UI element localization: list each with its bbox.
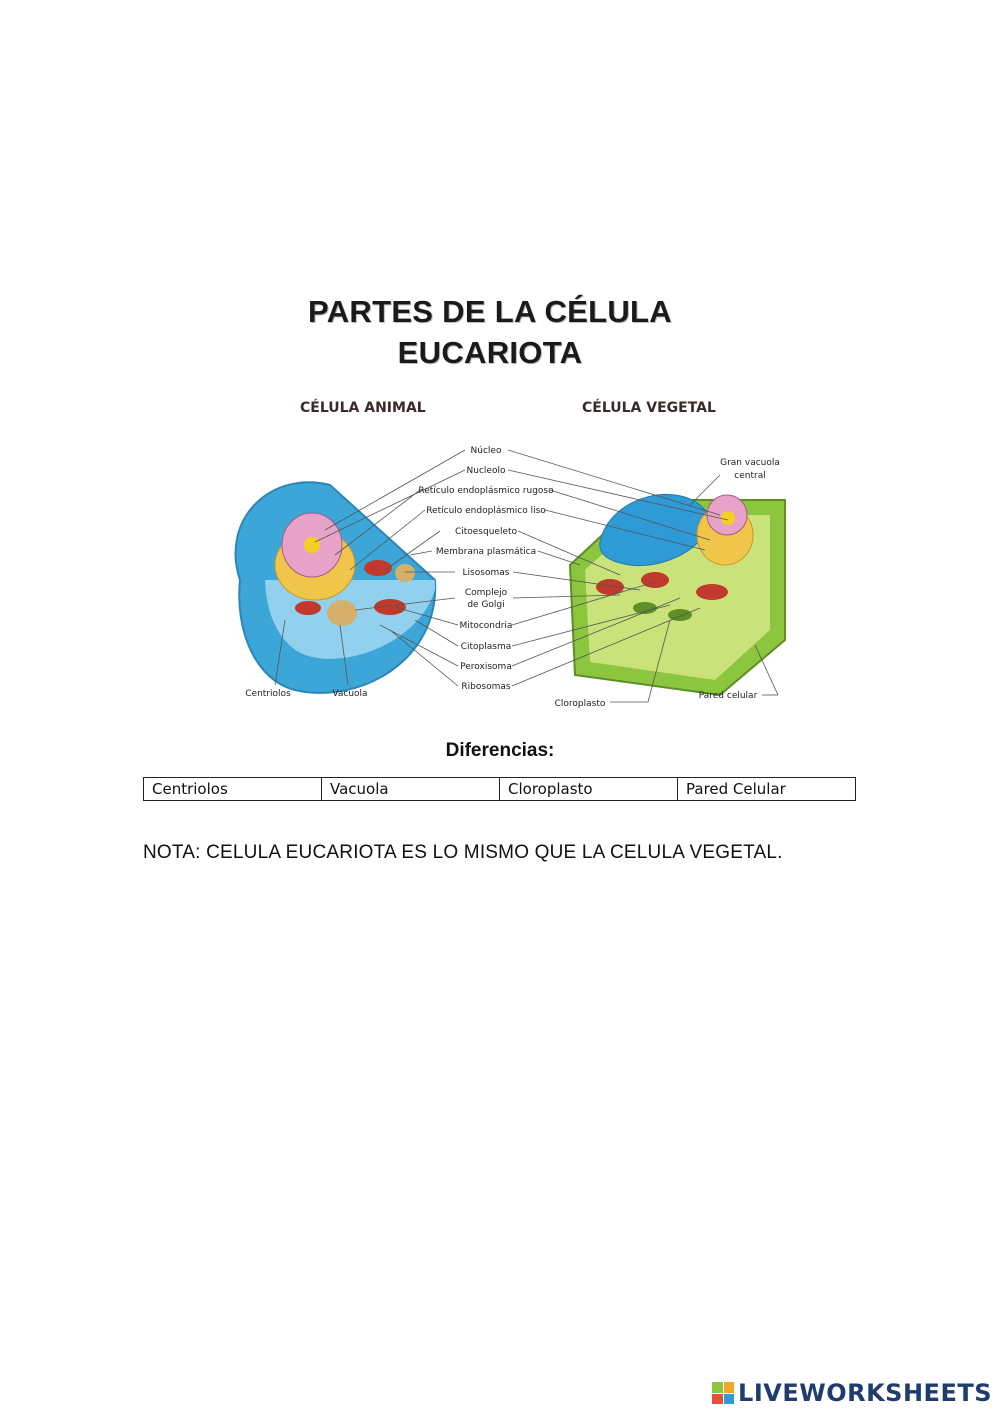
label-central-vacuole-line1: Gran vacuola [720, 458, 780, 468]
label-cytoplasm: Citoplasma [460, 642, 512, 652]
label-smooth-er: Retículo endoplásmico liso [426, 506, 546, 516]
label-lysosomes: Lisosomas [462, 568, 510, 578]
label-animal-vacuole: Vacuola [332, 689, 368, 699]
label-golgi-line2: de Golgi [467, 600, 505, 610]
label-peroxisome: Peroxisoma [460, 662, 512, 672]
page-title-line2: EUCARIOTA [397, 335, 583, 370]
label-plasma-membrane: Membrana plasmática [435, 547, 537, 557]
brand-name: LIVEWORKSHEETS [738, 1379, 992, 1407]
label-central-vacuole-line2: central [734, 471, 766, 481]
table-row [144, 778, 856, 801]
label-cytoskeleton: Citoesqueleto [454, 527, 518, 537]
brand-logo[interactable] [712, 1379, 992, 1407]
label-ribosomes: Ribosomas [461, 682, 511, 692]
label-centrioles: Centriolos [245, 689, 291, 699]
difference-cell: Pared Celular [678, 778, 856, 801]
differences-title: Diferencias: [445, 740, 555, 761]
label-cell-wall: Pared celular [698, 691, 758, 701]
note-text: NOTA: CELULA EUCARIOTA ES LO MISMO QUE LA CELULA VEGETAL. [143, 842, 783, 863]
label-rough-er: Retículo endoplásmico rugoso [418, 486, 554, 496]
difference-cell: Vacuola [322, 778, 500, 801]
page-title-line1: PARTES DE LA CÉLULA [308, 294, 672, 329]
label-chloroplast: Cloroplasto [554, 699, 606, 709]
difference-cell: Cloroplasto [500, 778, 678, 801]
label-nucleus: Núcleo [470, 446, 502, 456]
difference-cell: Centriolos [144, 778, 322, 801]
liveworksheets-logo-icon [712, 1382, 734, 1404]
label-mitochondria: Mitocondria [459, 621, 513, 631]
differences-table [143, 777, 856, 801]
cell-diagram [200, 430, 820, 720]
plant-cell-heading: CÉLULA VEGETAL [582, 400, 716, 416]
animal-cell-heading: CÉLULA ANIMAL [300, 400, 426, 416]
label-golgi-line1: Complejo [464, 588, 508, 598]
animal-cell-illustration [236, 482, 436, 693]
label-nucleolus: Nucleolo [466, 466, 506, 476]
